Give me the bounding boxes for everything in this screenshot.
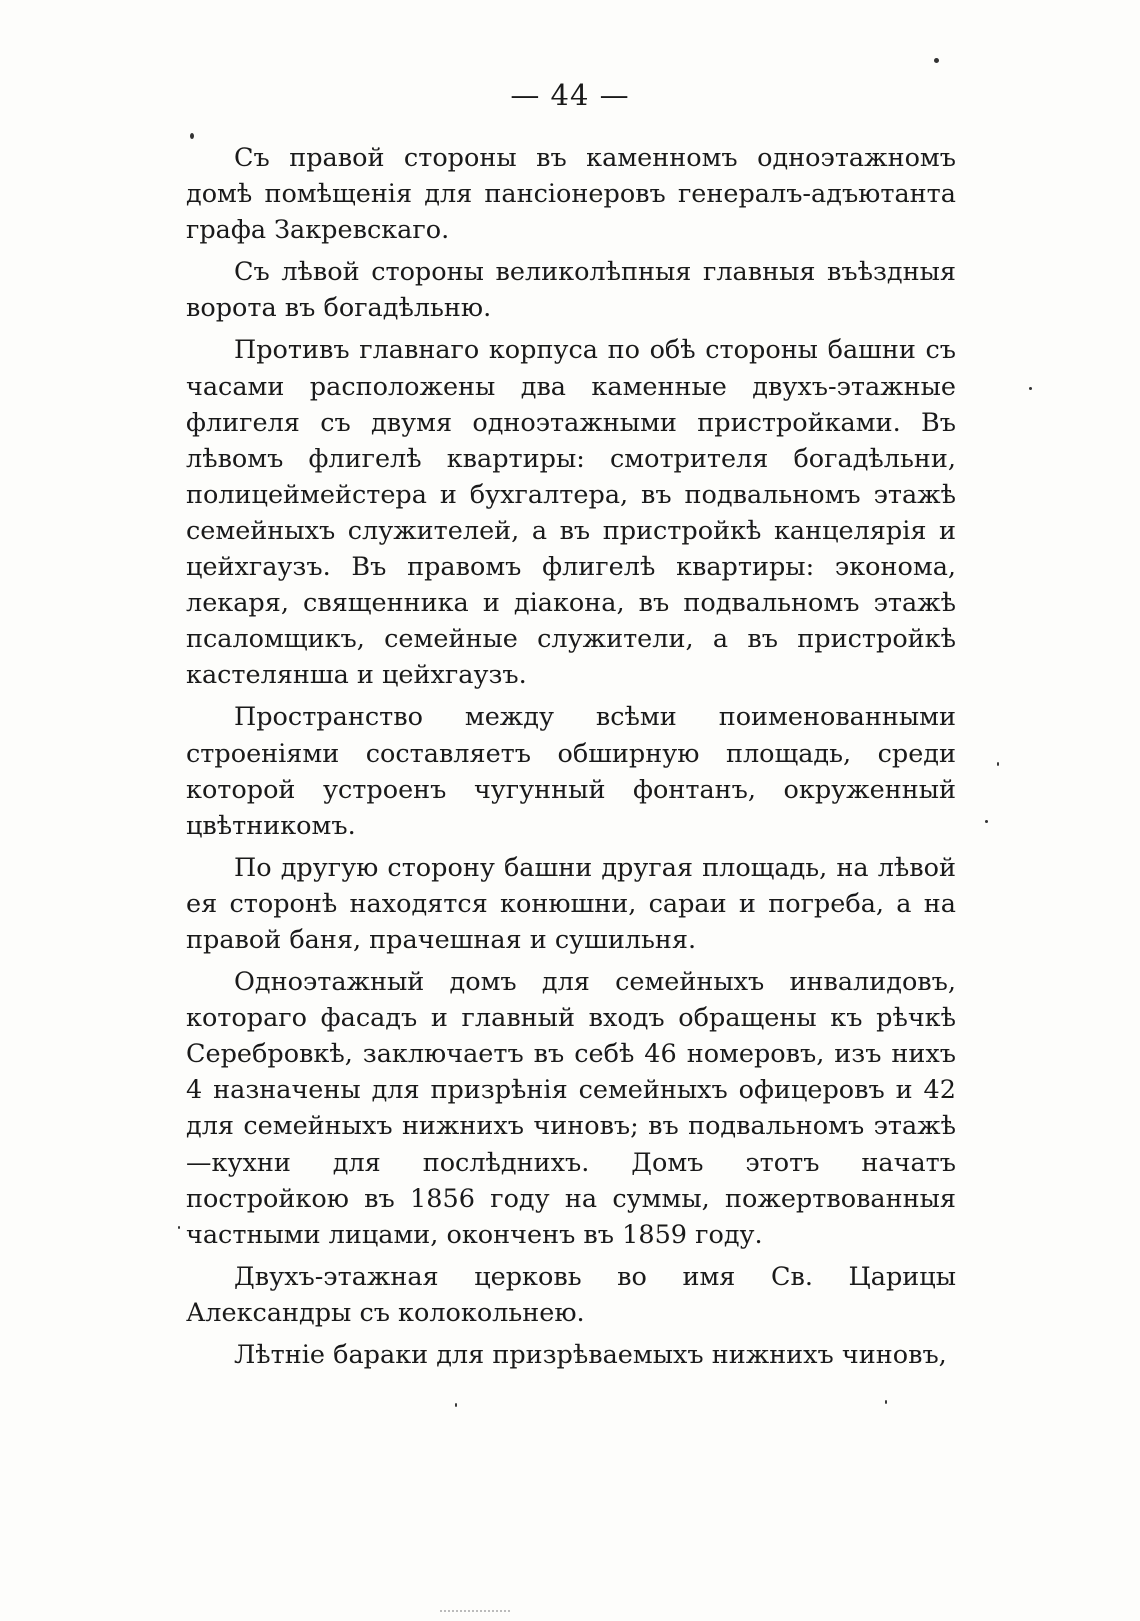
scan-speck — [985, 820, 988, 823]
paragraph: Съ правой стороны въ каменномъ одноэтажномъ домѣ помѣщенія для пансіонеровъ генералъ-адъютанта графа Закревскаго. — [186, 143, 956, 246]
page-number: — 44 — — [510, 78, 630, 112]
scan-speck — [885, 1400, 887, 1404]
scan-artifact — [440, 1610, 510, 1618]
scan-speck — [997, 762, 999, 766]
paragraph: Лѣтніе бараки для призрѣваемыхъ нижнихъ чиновъ, — [234, 1340, 947, 1370]
scan-speck — [178, 1226, 180, 1229]
paragraph: Пространство между всѣми поименованными строеніями составляетъ обширную площадь, среди которой устроенъ чугунный фонтанъ, окруженный цвѣтникомъ. — [186, 702, 956, 841]
body-text — [186, 140, 956, 1379]
paragraph: По другую сторону башни другая площадь, на лѣвой ея сторонѣ находятся конюшни, сараи и погреба, а на правой баня, прачешная и сушильня. — [186, 852, 956, 955]
paragraph: Одноэтажный домъ для семейныхъ инвалидовъ, котораго фасадъ и главный входъ обращены къ рѣчкѣ Серебровкѣ, заключаетъ въ себѣ 46 номеровъ, изъ нихъ 4 назначены для призрѣнія семейныхъ офицеровъ и 42 для семейныхъ нижнихъ чиновъ; въ подвальномъ этажѣ—кухни для послѣднихъ. Домъ этотъ начатъ постройкою въ 1856 году на суммы, пожертвованныя частными лицами, оконченъ въ 1859 году. — [186, 967, 956, 1250]
paragraph: Противъ главнаго корпуса по обѣ стороны башни съ часами расположены два каменные двухъ-этажные флигеля съ двумя одноэтажными пристройками. Въ лѣвомъ флигелѣ квартиры: смотрителя богадѣльни, полицеймейстера и бухгалтера, въ подвальномъ этажѣ семейныхъ служителей, а въ пристройкѣ канцелярія и цейхгаузъ. Въ правомъ флигелѣ квартиры: эконома, лекаря, священника и діакона, въ подвальномъ этажѣ псаломщикъ, семейные служители, а въ пристройкѣ кастелянша и цейхгаузъ. — [186, 335, 956, 691]
paragraph: Съ лѣвой стороны великолѣпныя главныя въѣздныя ворота въ богадѣльню. — [186, 257, 956, 324]
scan-speck — [190, 133, 194, 139]
scan-speck — [455, 1403, 457, 1407]
scan-speck — [1029, 387, 1032, 390]
paragraph: Двухъ-этажная церковь во имя Св. Царицы Александры съ колокольнею. — [186, 1261, 956, 1328]
scan-speck — [934, 58, 939, 63]
